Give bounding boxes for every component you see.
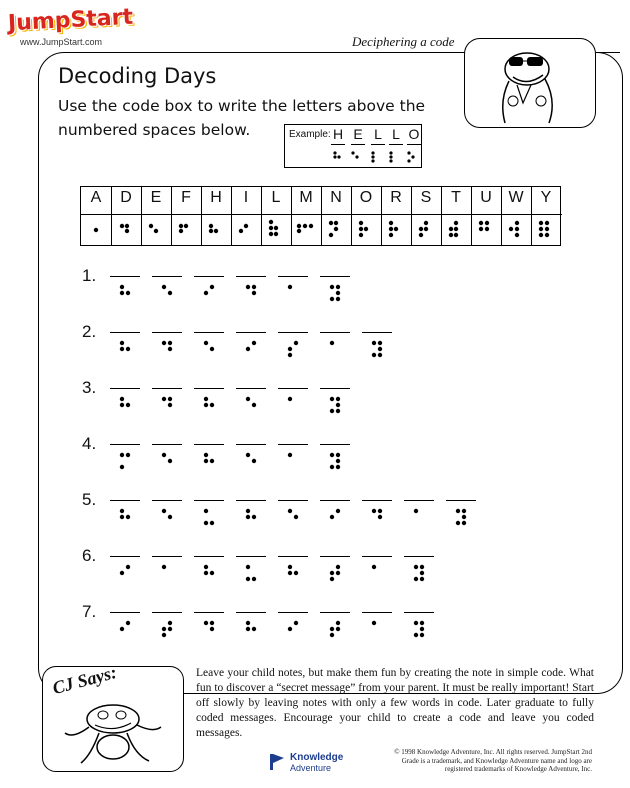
braille-cell (203, 564, 223, 584)
braille-cell (119, 564, 139, 584)
answer-blank[interactable] (236, 332, 266, 333)
code-letter: E (150, 189, 162, 206)
exercise-number: 2. (82, 322, 97, 341)
answer-blank[interactable] (236, 612, 266, 613)
braille-dot (252, 291, 256, 295)
braille-cell (161, 284, 181, 304)
braille-dot (252, 515, 256, 519)
braille-cell (329, 564, 349, 584)
exercise-number: 7. (82, 602, 97, 621)
braille-dot (204, 453, 208, 457)
braille-dot (336, 621, 340, 625)
braille-dot (420, 571, 424, 575)
braille-dot (246, 577, 250, 581)
answer-blank[interactable] (404, 556, 434, 557)
braille-cell (119, 284, 139, 304)
braille-cell (119, 340, 139, 360)
braille-dot (378, 347, 382, 351)
braille-dot (336, 397, 340, 401)
braille-dot (246, 627, 250, 631)
braille-dot (330, 633, 334, 637)
answer-blank[interactable] (152, 388, 182, 389)
braille-dot (288, 353, 292, 357)
exercise-number: 3. (82, 378, 97, 397)
answer-blank[interactable] (278, 612, 308, 613)
braille-dot (168, 627, 172, 631)
answer-blank[interactable] (404, 612, 434, 613)
answer-blank[interactable] (194, 276, 224, 277)
braille-cell (203, 620, 223, 640)
braille-cell (413, 620, 433, 640)
braille-dot (210, 347, 214, 351)
braille-cell (371, 508, 391, 528)
braille-dot (162, 509, 166, 513)
braille-dot (246, 565, 250, 569)
braille-dot (210, 521, 214, 525)
braille-dot (288, 627, 292, 631)
publisher-name: Knowledge (290, 752, 344, 763)
answer-blank[interactable] (194, 332, 224, 333)
braille-dot (168, 341, 172, 345)
braille-dot (420, 621, 424, 625)
braille-dot (378, 341, 382, 345)
braille-dot (120, 347, 124, 351)
braille-dot (330, 409, 334, 413)
example-letter: L (374, 126, 382, 142)
braille-dot (168, 403, 172, 407)
answer-blank[interactable] (278, 388, 308, 389)
braille-dot (378, 353, 382, 357)
answer-blank[interactable] (110, 332, 140, 333)
answer-blank[interactable] (152, 612, 182, 613)
braille-dot (336, 291, 340, 295)
answer-blank[interactable] (320, 276, 350, 277)
answer-blank[interactable] (194, 388, 224, 389)
braille-dot (246, 509, 250, 513)
publisher-name-2: Adventure (290, 763, 332, 773)
example-letter: L (392, 126, 400, 142)
braille-dot (252, 285, 256, 289)
braille-dot (372, 509, 376, 513)
braille-cell (245, 340, 265, 360)
braille-dot (462, 509, 466, 513)
braille-cell (161, 452, 181, 472)
braille-cell (161, 620, 181, 640)
answer-blank[interactable] (152, 276, 182, 277)
braille-dot (330, 285, 334, 289)
answer-blank[interactable] (236, 444, 266, 445)
braille-dot (126, 347, 130, 351)
braille-dot (210, 285, 214, 289)
braille-dot (120, 465, 124, 469)
braille-dot (168, 515, 172, 519)
answer-blank[interactable] (152, 500, 182, 501)
braille-dot (378, 509, 382, 513)
braille-dot (330, 397, 334, 401)
answer-blank[interactable] (362, 500, 392, 501)
braille-cell (287, 564, 307, 584)
code-letter: D (120, 189, 132, 206)
braille-cell (287, 284, 307, 304)
code-letter: A (90, 189, 102, 206)
code-letter: N (330, 189, 342, 206)
braille-dot (162, 453, 166, 457)
braille-cell (245, 452, 265, 472)
braille-dot (372, 341, 376, 345)
braille-dot (330, 577, 334, 581)
answer-blank[interactable] (152, 556, 182, 557)
braille-cell (371, 620, 391, 640)
braille-dot (378, 515, 382, 519)
braille-dot (372, 621, 376, 625)
braille-dot (162, 633, 166, 637)
answer-blank[interactable] (278, 500, 308, 501)
braille-dot (210, 571, 214, 575)
braille-dot (288, 509, 292, 513)
braille-dot (210, 403, 214, 407)
example-letter: H (332, 126, 344, 142)
braille-dot (288, 453, 292, 457)
copyright: © 1998 Knowledge Adventure, Inc. All rights reserved. JumpStart 2nd Grade is a trademark, and Knowledge Adventure name and logo are registered trademarks of Knowledge Adventure, Inc. (394, 748, 592, 773)
braille-cell (413, 508, 433, 528)
exercise-number: 1. (82, 266, 97, 285)
answer-blank[interactable] (236, 276, 266, 277)
braille-cell (371, 340, 391, 360)
braille-cell (329, 340, 349, 360)
braille-cell (329, 396, 349, 416)
answer-blank[interactable] (194, 500, 224, 501)
braille-dot (330, 465, 334, 469)
braille-dot (288, 347, 292, 351)
braille-cell (161, 396, 181, 416)
braille-dot (462, 515, 466, 519)
braille-dot (414, 509, 418, 513)
braille-dot (252, 577, 256, 581)
braille-dot (120, 341, 124, 345)
braille-dot (210, 621, 214, 625)
answer-blank[interactable] (110, 388, 140, 389)
braille-dot (120, 453, 124, 457)
braille-dot (336, 453, 340, 457)
braille-cell (119, 620, 139, 640)
answer-blank[interactable] (110, 556, 140, 557)
code-letter: W (508, 189, 524, 206)
braille-dot (120, 403, 124, 407)
braille-cell (287, 452, 307, 472)
braille-dot (330, 297, 334, 301)
braille-dot (420, 633, 424, 637)
braille-dot (204, 509, 208, 513)
braille-dot (252, 627, 256, 631)
answer-blank[interactable] (236, 556, 266, 557)
answer-blank[interactable] (152, 332, 182, 333)
answer-blank[interactable] (152, 444, 182, 445)
braille-dot (168, 621, 172, 625)
braille-dot (336, 297, 340, 301)
braille-dot (204, 565, 208, 569)
braille-cell (329, 620, 349, 640)
braille-cell (287, 508, 307, 528)
braille-cell (161, 508, 181, 528)
answer-blank[interactable] (362, 612, 392, 613)
braille-dot (162, 565, 166, 569)
braille-dot (336, 509, 340, 513)
code-letter: U (480, 189, 492, 206)
braille-dot (336, 627, 340, 631)
braille-dot (168, 347, 172, 351)
braille-dot (252, 341, 256, 345)
braille-cell (287, 620, 307, 640)
answer-blank[interactable] (110, 444, 140, 445)
braille-dot (246, 621, 250, 625)
braille-cell (245, 508, 265, 528)
answer-blank[interactable] (362, 332, 392, 333)
braille-dot (336, 465, 340, 469)
site-url[interactable]: www.JumpStart.com (20, 37, 103, 47)
braille-dot (162, 341, 166, 345)
braille-dot (456, 521, 460, 525)
code-letter: F (181, 189, 191, 206)
braille-dot (414, 633, 418, 637)
answer-blank[interactable] (278, 444, 308, 445)
braille-dot (288, 285, 292, 289)
answer-blank[interactable] (446, 500, 476, 501)
code-letter: M (299, 189, 313, 206)
answer-blank[interactable] (362, 556, 392, 557)
braille-cell (287, 396, 307, 416)
answer-blank[interactable] (320, 612, 350, 613)
answer-blank[interactable] (278, 556, 308, 557)
code-letter: H (210, 189, 222, 206)
answer-blank[interactable] (278, 332, 308, 333)
code-letter: T (451, 189, 461, 206)
braille-dot (336, 459, 340, 463)
braille-cell (203, 508, 223, 528)
braille-cell (245, 564, 265, 584)
exercise-number: 6. (82, 546, 97, 565)
braille-dot (168, 459, 172, 463)
brand-name: JumpStart (7, 4, 134, 37)
braille-dot (126, 621, 130, 625)
braille-cell (119, 396, 139, 416)
braille-dot (330, 627, 334, 631)
braille-dot (252, 459, 256, 463)
braille-dot (336, 571, 340, 575)
code-letter: Y (540, 189, 552, 206)
code-letter: O (359, 189, 373, 206)
braille-dot (330, 571, 334, 575)
braille-cell (245, 284, 265, 304)
braille-dot (252, 403, 256, 407)
braille-dot (120, 571, 124, 575)
answer-blank[interactable] (236, 500, 266, 501)
braille-dot (336, 565, 340, 569)
braille-dot (288, 565, 292, 569)
braille-dot (120, 291, 124, 295)
braille-cell (161, 564, 181, 584)
braille-dot (330, 453, 334, 457)
answer-blank[interactable] (278, 276, 308, 277)
braille-dot (288, 571, 292, 575)
braille-cell (203, 284, 223, 304)
braille-dot (126, 515, 130, 519)
braille-dot (126, 291, 130, 295)
braille-dot (204, 403, 208, 407)
braille-cell (245, 396, 265, 416)
braille-dot (246, 285, 250, 289)
braille-cell (119, 452, 139, 472)
code-letter: L (271, 189, 281, 206)
braille-dot (336, 403, 340, 407)
answer-blank[interactable] (320, 500, 350, 501)
answer-blank[interactable] (194, 444, 224, 445)
braille-dot (168, 397, 172, 401)
braille-dot (162, 627, 166, 631)
braille-dot (462, 521, 466, 525)
braille-dot (162, 397, 166, 401)
braille-dot (204, 397, 208, 401)
braille-dot (420, 627, 424, 631)
braille-dot (204, 521, 208, 525)
example-label: Example: (289, 129, 331, 140)
braille-dot (204, 341, 208, 345)
code-letter: S (420, 189, 432, 206)
answer-blank[interactable] (110, 612, 140, 613)
braille-dot (120, 397, 124, 401)
braille-dot (456, 509, 460, 513)
braille-cell (413, 564, 433, 584)
answer-blank[interactable] (320, 388, 350, 389)
braille-dot (294, 341, 298, 345)
braille-dot (120, 509, 124, 513)
braille-dot (120, 515, 124, 519)
ka-flag-icon (268, 752, 286, 772)
braille-dot (336, 409, 340, 413)
braille-dot (246, 347, 250, 351)
example-letter: E (353, 126, 363, 142)
braille-dot (246, 397, 250, 401)
braille-dot (414, 565, 418, 569)
answer-blank[interactable] (194, 556, 224, 557)
braille-dot (294, 515, 298, 519)
code-letter: R (390, 189, 402, 206)
braille-dot (210, 627, 214, 631)
braille-cell (203, 396, 223, 416)
braille-dot (246, 453, 250, 457)
braille-dot (246, 515, 250, 519)
answer-blank[interactable] (110, 276, 140, 277)
answer-blank[interactable] (404, 500, 434, 501)
exercise-number: 4. (82, 434, 97, 453)
braille-dot (288, 397, 292, 401)
exercise-number: 5. (82, 490, 97, 509)
instructions: Use the code box to write the letters above the numbered spaces below. (58, 97, 426, 139)
braille-dot (414, 577, 418, 581)
worksheet-title: Decoding Days (58, 64, 217, 88)
braille-dot (126, 453, 130, 457)
braille-dot (162, 285, 166, 289)
braille-cell (329, 452, 349, 472)
braille-cell (119, 508, 139, 528)
braille-cell (203, 340, 223, 360)
braille-dot (294, 571, 298, 575)
braille-dot (168, 291, 172, 295)
braille-cell (161, 340, 181, 360)
answer-blank[interactable] (320, 444, 350, 445)
braille-dot (204, 459, 208, 463)
cj-says-heading: CJ Says: (50, 661, 119, 699)
braille-dot (126, 565, 130, 569)
parent-tip: Leave your child notes, but make them fun by creating the note in simple code. What fun to discover a “secret message” from your parent. It must be really important! Start off slowly by leaving notes with only a few words in code. Later graduate to fully coded messages. Encourage your child to create a code and leave you coded messages. (196, 667, 594, 739)
braille-dot (420, 565, 424, 569)
braille-dot (294, 621, 298, 625)
answer-blank[interactable] (110, 500, 140, 501)
braille-dot (210, 459, 214, 463)
braille-cell (329, 508, 349, 528)
braille-dot (120, 285, 124, 289)
braille-cell (371, 564, 391, 584)
braille-dot (336, 285, 340, 289)
braille-dot (204, 291, 208, 295)
braille-dot (420, 577, 424, 581)
braille-dot (330, 515, 334, 519)
braille-dot (372, 565, 376, 569)
answer-blank[interactable] (320, 332, 350, 333)
answer-blank[interactable] (236, 388, 266, 389)
braille-dot (414, 621, 418, 625)
braille-dot (204, 571, 208, 575)
braille-dot (330, 341, 334, 345)
answer-blank[interactable] (194, 612, 224, 613)
braille-cell (455, 508, 475, 528)
braille-dot (204, 621, 208, 625)
code-letter: I (243, 189, 249, 206)
braille-dot (372, 353, 376, 357)
answer-blank[interactable] (320, 556, 350, 557)
worksheet-subtitle: Deciphering a code (352, 34, 455, 49)
braille-dot (120, 627, 124, 631)
braille-cell (203, 452, 223, 472)
braille-cell (245, 620, 265, 640)
braille-cell (287, 340, 307, 360)
braille-cell (329, 284, 349, 304)
braille-dot (126, 403, 130, 407)
example-letter: O (408, 126, 420, 142)
